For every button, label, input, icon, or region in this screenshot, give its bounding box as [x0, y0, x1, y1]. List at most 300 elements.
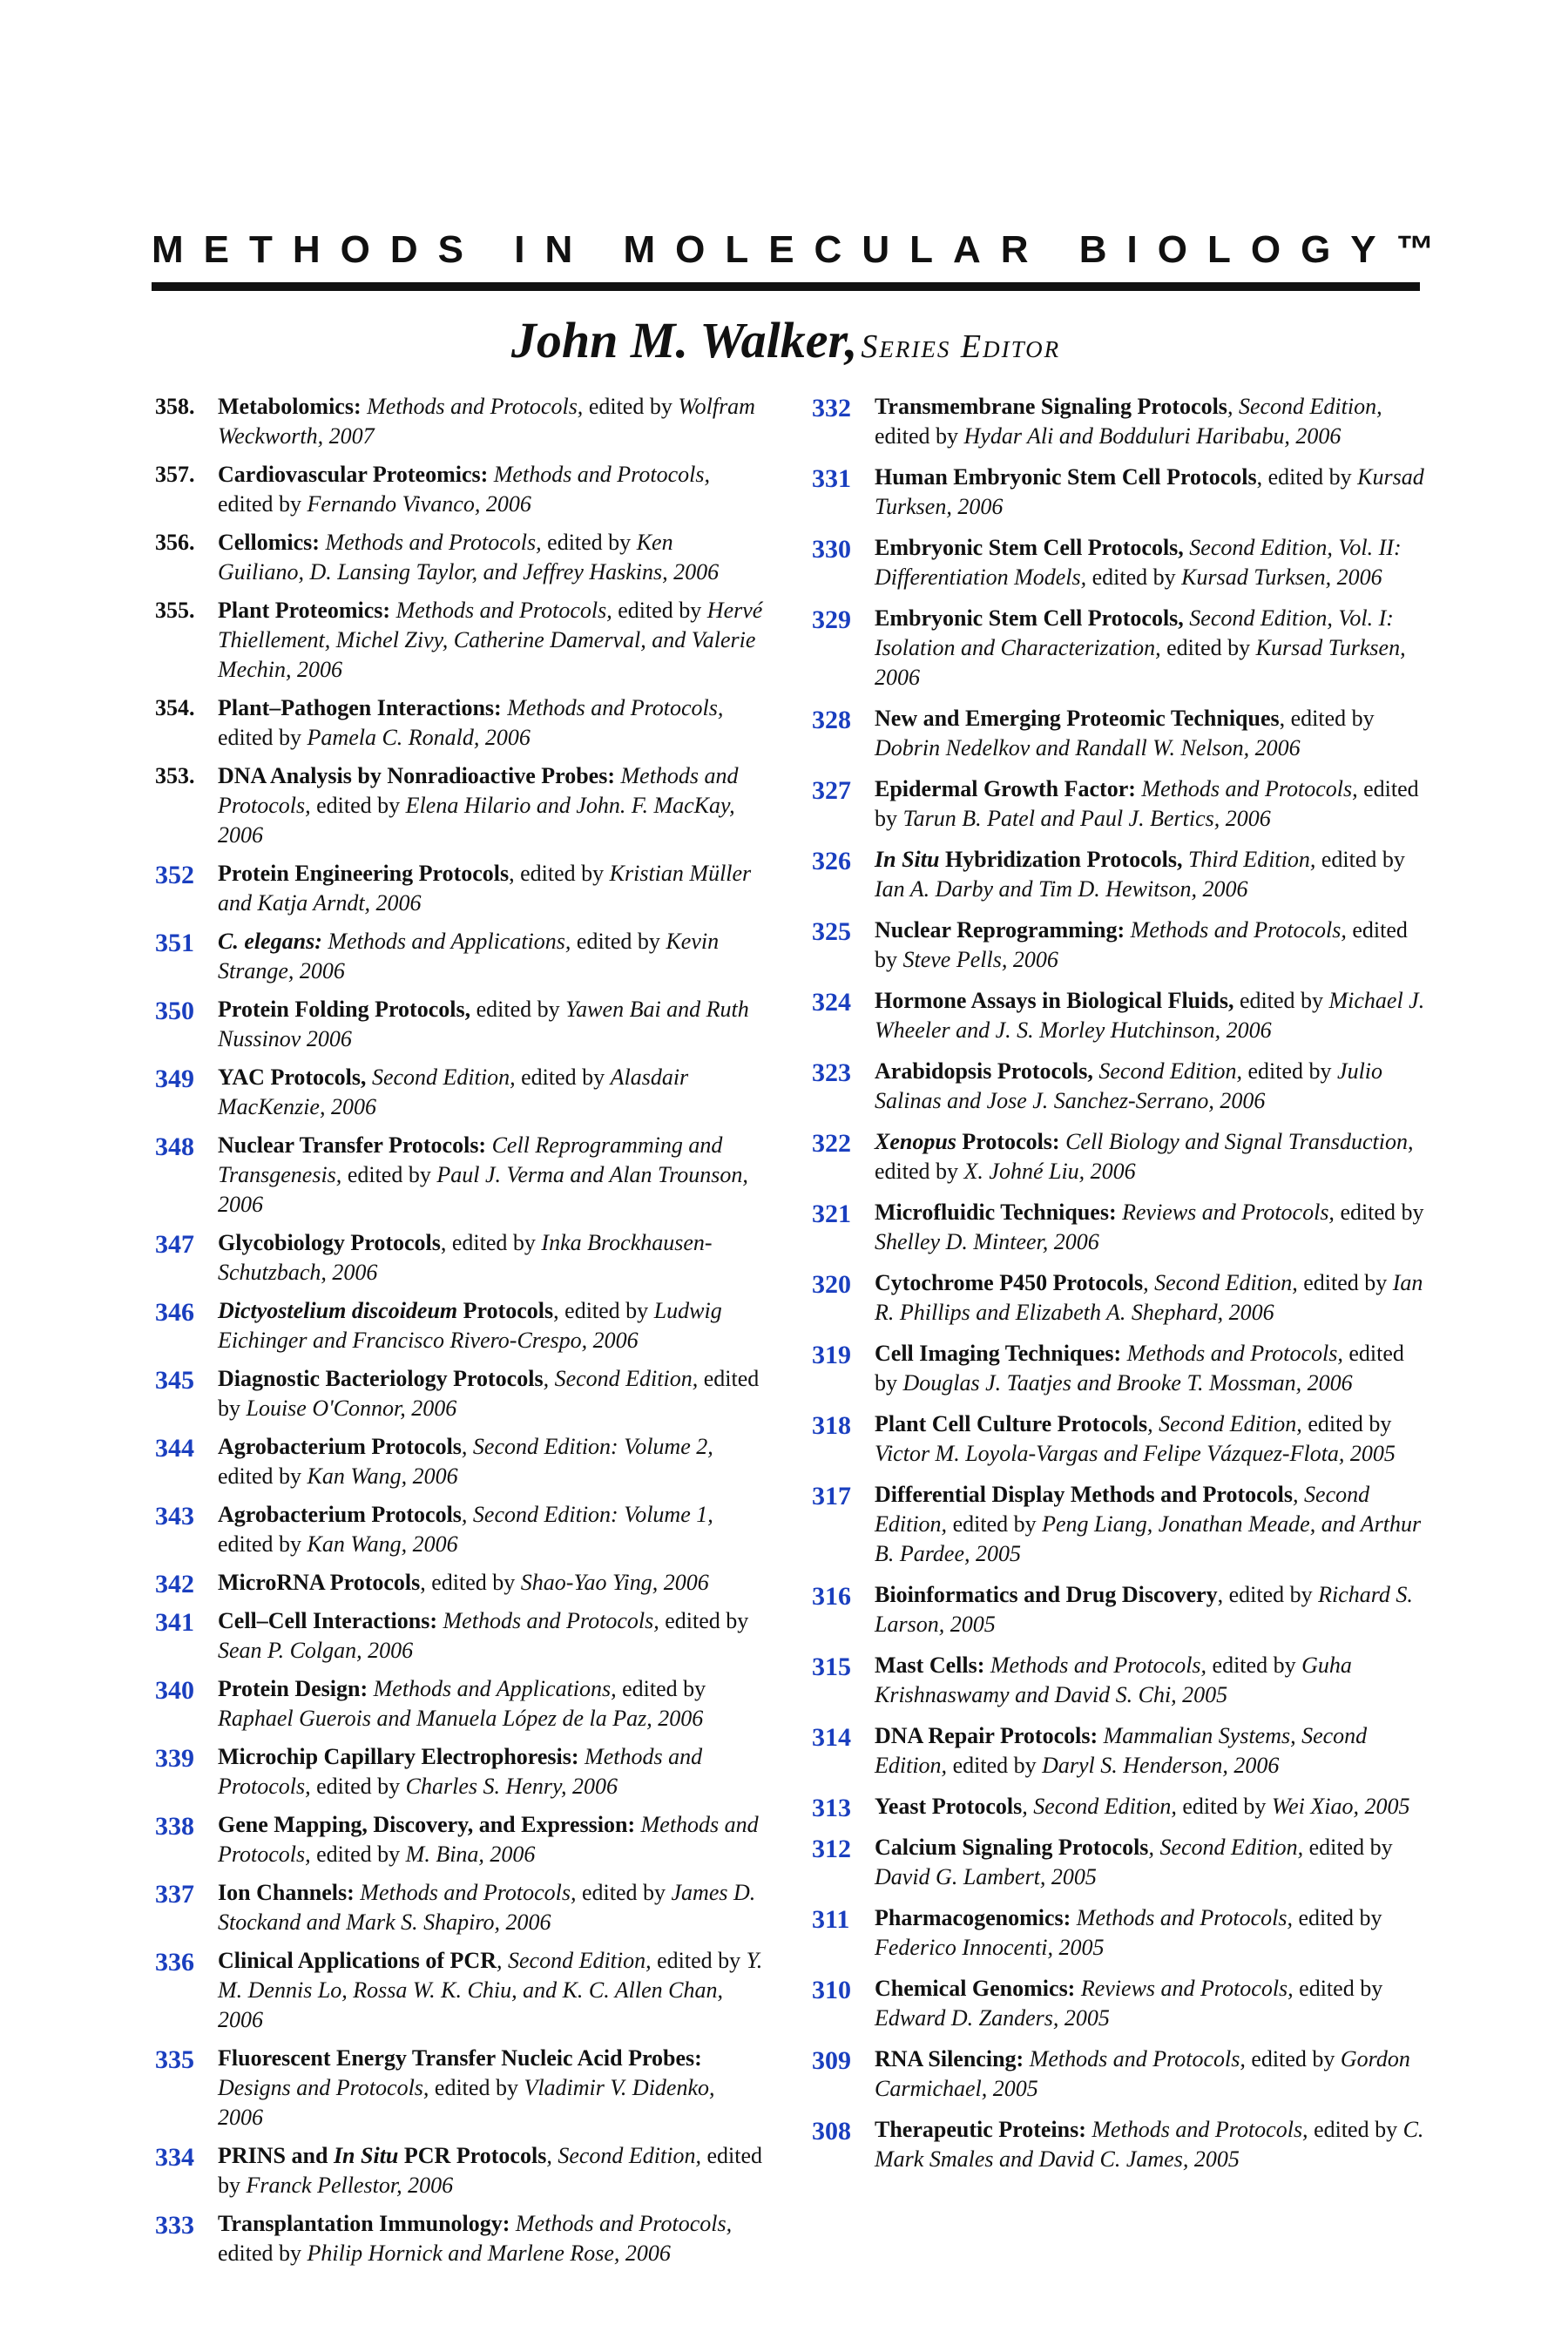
volume-number-link[interactable]: 338 [155, 1812, 194, 1841]
entry-text-part: , edited by [1217, 1582, 1319, 1607]
volume-number-link[interactable]: 330 [812, 535, 851, 564]
entry-text-part: In Situ [875, 847, 940, 872]
series-entry [812, 604, 1427, 693]
entry-text-part: YAC Protocols, [218, 1064, 367, 1090]
entry-text-part: edited by [541, 530, 637, 555]
entry-text-part: edited by [616, 1676, 706, 1701]
editor-name: John M. Walker, [510, 312, 858, 368]
series-title: METHODS IN MOLECULAR BIOLOGY™ [152, 228, 1455, 271]
entry-text-part: Mast Cells: [875, 1652, 985, 1678]
entry-text-part: C. Mark Smales and David C. James, 2005 [875, 2117, 1424, 2172]
series-entry [812, 533, 1427, 592]
volume-number-link[interactable]: 308 [812, 2117, 851, 2146]
entry-text-part: edited by [1301, 1411, 1392, 1436]
volume-number-link[interactable]: 350 [155, 997, 194, 1025]
entry-text-part: , edited by [509, 861, 610, 886]
series-entry [812, 1792, 1427, 1821]
entry-text-part: , edited by [1279, 706, 1375, 731]
entry-text-part: edited by [1303, 1835, 1393, 1860]
entry-text-part: Steve Pells, 2006 [902, 947, 1058, 972]
entry-text-part: , Second Edition, [543, 1366, 699, 1391]
entry-text-part: Microfluidic Techniques: [875, 1200, 1117, 1225]
entry-text-part: Methods and Protocols, [510, 2211, 733, 2236]
entry-text-part: edited by [310, 793, 406, 818]
entry-text-part: DNA Analysis by Nonradioactive Probes: [218, 763, 615, 788]
entry-text-part: Tarun B. Patel and Paul J. Bertics, 2006 [902, 806, 1271, 831]
series-entry [812, 2115, 1427, 2174]
volume-number-link[interactable]: 317 [812, 1482, 851, 1511]
entry-text-part: edited by [1315, 847, 1405, 872]
entry-text-part: edited by [875, 423, 964, 449]
volume-number-link[interactable]: 331 [812, 464, 851, 493]
entry-text-part: edited by [218, 491, 308, 517]
series-entry [155, 1228, 765, 1288]
entry-text-part: Protocols [457, 1298, 554, 1323]
entry-text-part: Cell Biology and Signal Transduction, [1059, 1129, 1414, 1154]
series-entry [812, 1480, 1427, 1569]
entry-text-part: Second Edition, Vol. II: Differentiation Models, [875, 535, 1402, 590]
volume-number-link[interactable]: 324 [812, 988, 851, 1017]
entry-text-part: edited by [1292, 1905, 1382, 1930]
entry-text-part: Methods and Protocols, [984, 1652, 1207, 1678]
series-entry [155, 761, 765, 850]
series-entry [155, 2141, 765, 2200]
entry-text-part: edited by [875, 1341, 1404, 1396]
entry-text-part: edited by [218, 2240, 308, 2266]
entry-text-part: Dobrin Nedelkov and Randall W. Nelson, 2006 [875, 735, 1301, 760]
series-entry [812, 986, 1427, 1045]
volume-number-link[interactable]: 318 [812, 1411, 851, 1440]
series-entry [155, 528, 765, 587]
entry-text-part: Cytochrome P450 Protocols [875, 1270, 1144, 1295]
entry-text-part: Inka Brockhausen-Schutzbach, 2006 [218, 1230, 713, 1285]
series-entry [812, 1057, 1427, 1116]
series-entry [812, 845, 1427, 904]
entry-text-part: Federico Innocenti, 2005 [875, 1935, 1105, 1960]
entry-text-part: Shao-Yao Ying, 2006 [520, 1570, 709, 1595]
entry-text-part: edited by [341, 1162, 437, 1187]
entry-text-part: Reviews and Protocols, [1075, 1976, 1294, 2001]
entry-text-part: Protein Folding Protocols, [218, 997, 471, 1022]
series-entry [812, 1198, 1427, 1257]
left-column [155, 392, 765, 2277]
entry-text-part: Julio Salinas and Jose J. Sanchez-Serrano, 2006 [875, 1058, 1383, 1113]
volume-number: 358. [155, 394, 195, 419]
entry-text-part: Kan Wang, 2006 [307, 1463, 458, 1489]
series-entry [812, 1651, 1427, 1710]
entry-text-part: , Second Edition, [1147, 1411, 1302, 1436]
series-entry [812, 2044, 1427, 2104]
entry-text-part: Reviews and Protocols, [1116, 1200, 1335, 1225]
series-entry [155, 460, 765, 519]
entry-text-part: Methods and Applications, [321, 929, 571, 954]
volume-number-link[interactable]: 328 [812, 706, 851, 734]
entry-text-part: Richard S. Larson, 2005 [875, 1582, 1413, 1637]
entry-text-part: X. Johné Liu, 2006 [963, 1159, 1136, 1184]
entry-text-part: Kursad Turksen, 2006 [1181, 564, 1382, 590]
entry-text-part: , edited by [553, 1298, 654, 1323]
series-entry [155, 1742, 765, 1801]
entry-text-part: Shelley D. Minteer, 2006 [875, 1229, 1099, 1254]
volume-number-link[interactable]: 340 [155, 1676, 194, 1705]
entry-text-part: Third Edition, [1182, 847, 1316, 872]
entry-text-part: edited by [1242, 1058, 1338, 1084]
series-entry [155, 392, 765, 451]
entry-text-part: Cardiovascular Proteomics: [218, 462, 489, 487]
entry-text-part: edited by [218, 1531, 308, 1557]
volume-number-link[interactable]: 312 [812, 1835, 851, 1863]
volume-number-link[interactable]: 326 [812, 847, 851, 875]
volume-number-link[interactable]: 322 [812, 1129, 851, 1158]
volume-number-link[interactable]: 310 [812, 1976, 851, 2004]
series-entry [155, 1063, 765, 1122]
entry-text-part: Methods and Protocols, [319, 530, 542, 555]
series-entry [155, 1674, 765, 1734]
entry-text-part: edited by [1206, 1652, 1302, 1678]
volume-number-link[interactable]: 343 [155, 1502, 194, 1531]
volume-number: 356. [155, 530, 195, 555]
volume-number-link[interactable]: 348 [155, 1132, 194, 1161]
entry-text-part: edited by [571, 929, 666, 954]
entry-text-part: , Second Edition, [496, 1948, 652, 1973]
entry-text-part: edited by [576, 1880, 672, 1905]
series-entry [155, 1296, 765, 1355]
volume-number-link[interactable]: 335 [155, 2045, 194, 2074]
volume-number-link[interactable]: 314 [812, 1723, 851, 1752]
volume-number-link[interactable]: 349 [155, 1064, 194, 1093]
entry-text-part: edited by [310, 1774, 406, 1799]
entry-text-part: Wolfram Weckworth, 2007 [218, 394, 755, 449]
series-entry [155, 927, 765, 986]
right-column [812, 392, 1427, 2186]
volume-number-link[interactable]: 347 [155, 1230, 194, 1259]
entry-text-part: edited by [875, 1159, 964, 1184]
entry-text-part: Sean P. Colgan, 2006 [218, 1638, 414, 1663]
volume-number-link[interactable]: 327 [812, 776, 851, 805]
series-entry [155, 2044, 765, 2132]
entry-text-part: Calcium Signaling Protocols [875, 1835, 1149, 1860]
entry-text-part: Transmembrane Signaling Protocols [875, 394, 1227, 419]
entry-text-part: Second Edition, Vol. I: Isolation and Characterization, [875, 605, 1394, 660]
entry-text-part: edited by [659, 1608, 749, 1633]
entry-text-part: Xenopus [875, 1129, 956, 1154]
volume-number-link[interactable]: 352 [155, 861, 194, 889]
entry-text-part: Kursad Turksen, 2006 [875, 464, 1424, 519]
entry-text-part: Fernando Vivanco, 2006 [307, 491, 531, 517]
series-editor-line [152, 312, 1420, 368]
entry-text-part: Hervé Thiellement, Michel Zivy, Catherine Damerval, and Valerie Mechin, 2006 [218, 598, 763, 682]
series-entry [155, 1606, 765, 1666]
entry-text-part: Guha Krishnaswamy and David S. Chi, 2005 [875, 1652, 1352, 1707]
entry-text-part: Yawen Bai and Ruth Nussinov 2006 [218, 997, 749, 1051]
volume-number-link[interactable]: 333 [155, 2211, 194, 2240]
entry-text-part: Designs and Protocols, [218, 2075, 429, 2100]
entry-text-part: , Second Edition, [1022, 1794, 1177, 1819]
entry-text-part: Cell Reprogramming and Transgenesis, [218, 1132, 723, 1187]
entry-text-part: Second Edition, [1092, 1058, 1243, 1084]
entry-text-part: Ian A. Darby and Tim D. Hewitson, 2006 [875, 876, 1248, 902]
entry-text-part: edited by [1293, 1976, 1383, 2001]
entry-text-part: edited by [947, 1511, 1043, 1537]
volume-number-link[interactable]: 319 [812, 1341, 851, 1369]
series-entry [155, 1568, 765, 1598]
entry-text-part: Protein Engineering Protocols [218, 861, 510, 886]
entry-text-part: Pharmacogenomics: [875, 1905, 1071, 1930]
entry-text-part: edited by [875, 917, 1408, 972]
entry-text-part: M. Bina, 2006 [405, 1842, 536, 1867]
entry-text-part: Cellomics: [218, 530, 320, 555]
series-entry [812, 774, 1427, 834]
entry-text-part: Methods and Protocols, [488, 462, 710, 487]
entry-text-part: , Second Edition, [875, 1482, 1370, 1537]
entry-text-part: Human Embryonic Stem Cell Protocols [875, 464, 1257, 490]
entry-text-part: Yeast Protocols [875, 1794, 1023, 1819]
entry-text-part: Edward D. Zanders, 2005 [875, 2005, 1110, 2031]
volume-number-link[interactable]: 320 [812, 1270, 851, 1299]
entry-text-part: Pamela C. Ronald, 2006 [307, 725, 531, 750]
volume-number-link[interactable]: 311 [812, 1905, 850, 1934]
entry-text-part: Methods and Protocols, [1024, 2046, 1246, 2072]
entry-text-part: edited by [218, 725, 308, 750]
entry-text-part: Second Edition, [366, 1064, 516, 1090]
entry-text-part: Michael J. Wheeler and J. S. Morley Hutchinson, 2006 [875, 988, 1425, 1043]
entry-text-part: Wei Xiao, 2005 [1271, 1794, 1410, 1819]
entry-text-part: Methods and Protocols, [1121, 1341, 1343, 1366]
entry-text-part: Ion Channels: [218, 1880, 355, 1905]
entry-text-part: edited by [218, 2143, 762, 2198]
entry-text-part: Vladimir V. Didenko, 2006 [218, 2075, 715, 2130]
series-entry [155, 1432, 765, 1491]
volume-number-link[interactable]: 325 [812, 917, 851, 946]
entry-text-part: edited by [651, 1948, 747, 1973]
entry-text-part: Hydar Ali and Bodduluri Haribabu, 2006 [963, 423, 1342, 449]
series-entry [812, 1833, 1427, 1892]
entry-text-part: edited by [310, 1842, 406, 1867]
entry-text-part: Methods and Protocols, [361, 394, 584, 419]
editor-role: Series Editor [861, 328, 1061, 365]
volume-number-link[interactable]: 309 [812, 2046, 851, 2075]
entry-text-part: edited by [1245, 2046, 1341, 2072]
entry-text-part: James D. Stockand and Mark S. Shapiro, 2006 [218, 1880, 756, 1935]
entry-text-part: Differential Display Methods and Protocols [875, 1482, 1294, 1507]
entry-text-part: Methods and Protocols, [218, 1744, 703, 1799]
volume-number-link[interactable]: 329 [812, 605, 851, 634]
entry-text-part: Embryonic Stem Cell Protocols, [875, 605, 1184, 631]
entry-text-part: Louise O'Connor, 2006 [246, 1396, 457, 1421]
series-entry [155, 1810, 765, 1869]
entry-text-part: Methods and Protocols, [1135, 776, 1358, 801]
entry-text-part: edited by [1176, 1794, 1272, 1819]
entry-text-part: , Second Edition: Volume 1, [461, 1502, 713, 1527]
volume-number-link[interactable]: 342 [155, 1570, 194, 1598]
entry-text-part: New and Emerging Proteomic Techniques [875, 706, 1280, 731]
entry-text-part: , Second Edition, [1227, 394, 1382, 419]
volume-number-link[interactable]: 344 [155, 1434, 194, 1463]
series-entry [155, 1364, 765, 1423]
entry-text-part: edited by [515, 1064, 611, 1090]
entry-text-part: edited by [470, 997, 566, 1022]
entry-text-part: Methods and Protocols, [1085, 2117, 1308, 2142]
series-entry [155, 1500, 765, 1559]
entry-text-part: edited by [875, 776, 1419, 831]
entry-text-part: Cell–Cell Interactions: [218, 1608, 438, 1633]
entry-text-part: Kevin Strange, 2006 [218, 929, 720, 983]
entry-text-part: Peng Liang, Jonathan Meade, and Arthur B. Pardee, 2005 [875, 1511, 1422, 1566]
entry-text-part: Ken Guiliano, D. Lansing Taylor, and Jeffrey Haskins, 2006 [218, 530, 720, 585]
series-entry [812, 1903, 1427, 1963]
entry-text-part: edited by [1334, 1200, 1424, 1225]
series-entry [812, 1268, 1427, 1328]
entry-text-part: Bioinformatics and Drug Discovery [875, 1582, 1218, 1607]
entry-text-part: DNA Repair Protocols: [875, 1723, 1098, 1748]
entry-text-part: RNA Silencing: [875, 2046, 1024, 2072]
series-entry [812, 1339, 1427, 1398]
entry-text-part: edited by [1160, 635, 1256, 660]
entry-text-part: Gene Mapping, Discovery, and Expression: [218, 1812, 636, 1837]
series-entry [812, 463, 1427, 522]
entry-text-part: In Situ [333, 2143, 399, 2168]
entry-text-part: Kristian Müller and Katja Arndt, 2006 [218, 861, 752, 916]
series-entry [155, 1131, 765, 1220]
entry-text-part: Plant Proteomics: [218, 598, 391, 623]
entry-text-part: Nuclear Transfer Protocols: [218, 1132, 487, 1158]
entry-text-part: Methods and Protocols, [390, 598, 612, 623]
volume-number-link[interactable]: 321 [812, 1200, 851, 1228]
volume-number-link[interactable]: 323 [812, 1058, 851, 1087]
entry-text-part: edited by [612, 598, 707, 623]
entry-text-part: David G. Lambert, 2005 [875, 1864, 1097, 1889]
series-entry [155, 1946, 765, 2035]
entry-text-part: Daryl S. Henderson, 2006 [1042, 1753, 1280, 1778]
volume-number-link[interactable]: 332 [812, 394, 851, 422]
entry-text-part: Methods and Protocols, [1125, 917, 1347, 943]
entry-text-part: Agrobacterium Protocols [218, 1502, 462, 1527]
entry-text-part: Hybridization Protocols, [939, 847, 1183, 872]
entry-text-part: Epidermal Growth Factor: [875, 776, 1136, 801]
volume-number: 355. [155, 598, 195, 623]
entry-text-part: MicroRNA Protocols [218, 1570, 421, 1595]
entry-text-part: Alasdair MacKenzie, 2006 [218, 1064, 689, 1119]
series-entry [155, 2209, 765, 2268]
volume-number-link[interactable]: 336 [155, 1948, 194, 1977]
entry-text-part: Therapeutic Proteins: [875, 2117, 1086, 2142]
entry-text-part: Hormone Assays in Biological Fluids, [875, 988, 1234, 1013]
volume-number-link[interactable]: 339 [155, 1744, 194, 1773]
series-entry [812, 1721, 1427, 1781]
series-entry [155, 1878, 765, 1937]
entry-text-part: edited by [429, 2075, 524, 2100]
volume-number-link[interactable]: 315 [812, 1652, 851, 1681]
entry-text-part: Protein Design: [218, 1676, 368, 1701]
entry-text-part: Methods and Protocols, [437, 1608, 659, 1633]
series-entry [812, 1974, 1427, 2033]
entry-text-part: edited by [218, 1463, 308, 1489]
entry-text-part: Arabidopsis Protocols, [875, 1058, 1093, 1084]
entry-text-part: Dictyostelium discoideum [218, 1298, 458, 1323]
volume-number-link[interactable]: 316 [812, 1582, 851, 1611]
series-entry [155, 859, 765, 918]
entry-text-part: Microchip Capillary Electrophoresis: [218, 1744, 579, 1769]
volume-number: 353. [155, 763, 195, 788]
series-entry [812, 704, 1427, 763]
entry-text-part: Gordon Carmichael, 2005 [875, 2046, 1410, 2101]
series-entry [812, 392, 1427, 451]
entry-text-part: Glycobiology Protocols [218, 1230, 441, 1255]
entry-text-part: Plant–Pathogen Interactions: [218, 695, 502, 720]
series-entry [155, 596, 765, 685]
entry-text-part: Methods and Protocols, [218, 1812, 759, 1867]
series-entry [155, 995, 765, 1054]
entry-text-part: Elena Hilario and John. F. MacKay, 2006 [218, 793, 735, 848]
entry-text-part: Methods and Protocols, [1071, 1905, 1293, 1930]
entry-text-part: Diagnostic Bacteriology Protocols [218, 1366, 544, 1391]
series-entry [812, 1127, 1427, 1186]
volume-number-link[interactable]: 351 [155, 929, 194, 957]
series-entry [812, 1580, 1427, 1639]
entry-text-part: Paul J. Verma and Alan Trounson, 2006 [218, 1162, 748, 1217]
entry-text-part: Embryonic Stem Cell Protocols, [875, 535, 1184, 560]
entry-text-part: edited by [1308, 2117, 1403, 2142]
entry-text-part: Franck Pellestor, 2006 [246, 2173, 454, 2198]
entry-text-part: Methods and Protocols, [218, 763, 739, 818]
entry-text-part: Douglas J. Taatjes and Brooke T. Mossman, 2006 [902, 1370, 1353, 1396]
entry-text-part: Y. M. Dennis Lo, Rossa W. K. Chiu, and K. C. Allen Chan, 2006 [218, 1948, 763, 2032]
entry-text-part: edited by [218, 1366, 760, 1421]
entry-text-part: Ludwig Eichinger and Francisco Rivero-Crespo, 2006 [218, 1298, 722, 1353]
volume-number-link[interactable]: 341 [155, 1608, 194, 1637]
series-entry [812, 916, 1427, 975]
entry-text-part: Methods and Protocols, [354, 1880, 577, 1905]
entry-text-part: Nuclear Reprogramming: [875, 917, 1125, 943]
entry-text-part: , edited by [440, 1230, 542, 1255]
volume-number: 357. [155, 462, 195, 487]
entry-text-part: PRINS and [218, 2143, 334, 2168]
volume-number-link[interactable]: 337 [155, 1880, 194, 1909]
entry-text-part: edited by [1297, 1270, 1393, 1295]
entry-text-part: Philip Hornick and Marlene Rose, 2006 [307, 2240, 671, 2266]
entry-text-part: edited by [1086, 564, 1182, 590]
entry-text-part: Methods and Protocols, [501, 695, 724, 720]
volume-number-link[interactable]: 313 [812, 1794, 851, 1822]
entry-text-part: edited by [583, 394, 679, 419]
volume-number-link[interactable]: 346 [155, 1298, 194, 1327]
volume-number: 354. [155, 695, 195, 720]
entry-text-part: Raphael Guerois and Manuela López de la Paz, 2006 [218, 1706, 704, 1731]
volume-number-link[interactable]: 334 [155, 2143, 194, 2172]
entry-text-part: Kan Wang, 2006 [307, 1531, 458, 1557]
entry-text-part: Victor M. Loyola-Vargas and Felipe Vázquez-Flota, 2005 [875, 1441, 1396, 1466]
entry-text-part: Cell Imaging Techniques: [875, 1341, 1122, 1366]
entry-text-part: Clinical Applications of PCR [218, 1948, 497, 1973]
entry-text-part: , Second Edition: Volume 2, [461, 1434, 713, 1459]
entry-text-part: Kursad Turksen, 2006 [875, 635, 1406, 690]
entry-text-part: Mammalian Systems, Second Edition, [875, 1723, 1368, 1778]
entry-text-part: Fluorescent Energy Transfer Nucleic Acid Probes: [218, 2045, 702, 2071]
entry-text-part: Charles S. Henry, 2006 [405, 1774, 618, 1799]
entry-text-part: , Second Edition, [546, 2143, 701, 2168]
entry-text-part: , Second Edition, [1143, 1270, 1298, 1295]
entry-text-part: , edited by [420, 1570, 521, 1595]
entry-text-part: C. elegans: [218, 929, 322, 954]
entry-text-part: Ian R. Phillips and Elizabeth A. Shephard, 2006 [875, 1270, 1423, 1325]
entry-text-part: Plant Cell Culture Protocols [875, 1411, 1148, 1436]
entry-text-part: Methods and Applications, [368, 1676, 617, 1701]
entry-text-part: edited by [947, 1753, 1043, 1778]
entry-text-part: Chemical Genomics: [875, 1976, 1076, 2001]
volume-number-link[interactable]: 345 [155, 1366, 194, 1395]
series-entry [812, 1409, 1427, 1469]
series-entry [155, 693, 765, 753]
